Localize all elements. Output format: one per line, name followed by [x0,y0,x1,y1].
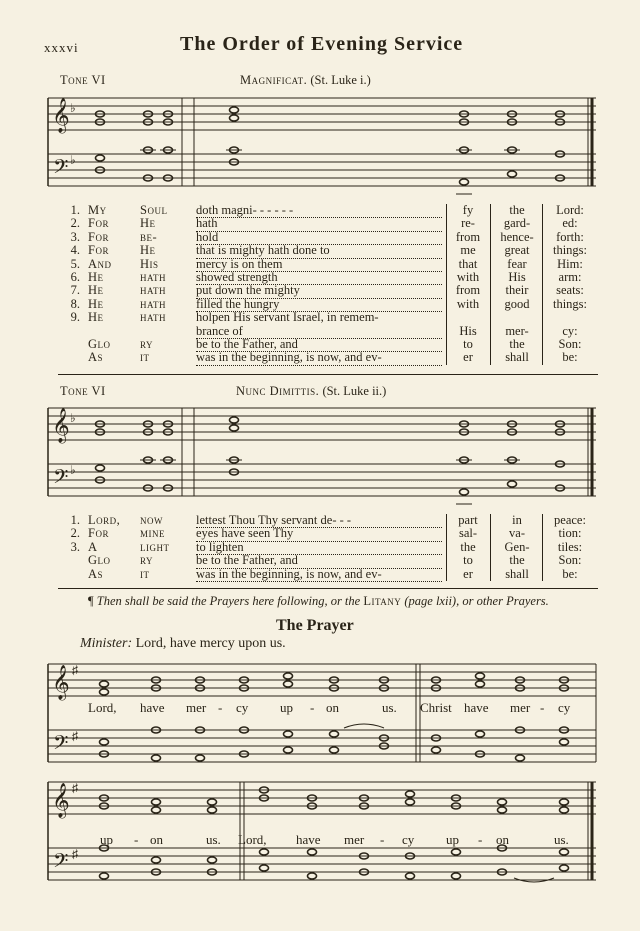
lyric-syllable: - [134,832,139,847]
verse-word-a: He [88,310,104,325]
verse-text: hath [196,217,442,231]
nunc-tone: Tone VI [60,384,106,398]
verse-reciting-1: that [458,256,478,271]
verse-reciting-2: the [509,553,525,568]
svg-text:♯: ♯ [72,663,78,677]
svg-text:♯: ♯ [72,781,78,795]
lyric-syllable: up [446,832,459,847]
verse-word-b: hath [140,296,166,311]
verse-reciting-2: va- [509,526,525,541]
prayer-score-2 [44,774,600,886]
verse-reciting-1: the [460,539,476,554]
verse-number: 2. [70,526,80,541]
verse-word-b: be- [140,229,158,244]
lyric-syllable: cy [558,700,571,715]
verse-word-a: For [88,229,109,244]
verse-text: doth magni- - - - - - [196,204,442,218]
rubric [88,594,549,609]
verse-reciting-1: with [456,296,480,311]
verse-reciting-2: gard- [503,216,531,231]
pilcrow-icon: ¶ [88,594,94,608]
verse-word-a: A [88,539,98,554]
verse-reciting-2: shall [505,566,529,581]
lyric-syllable: Christ [420,700,452,715]
column-divider [542,204,543,365]
verse-reciting-1: er [463,350,473,365]
verse-reciting-3: be: [562,566,578,581]
verse-word-a: He [88,270,104,284]
verse-reciting-3: Him: [557,256,583,271]
verse-text: holpen His servant Israel, in remem- [196,310,379,325]
verse-reciting-3: ed: [562,216,578,231]
lyric-syllable: us. [554,832,569,847]
column-divider [446,204,447,365]
verse-reciting-1: from [455,283,481,298]
verse-word-a: For [88,216,109,231]
svg-text:♭: ♭ [70,153,76,167]
section-divider [58,374,598,375]
nunc-reference: (St. Luke ii.) [322,384,387,398]
magnificat-title-text: Magnificat. [240,73,308,87]
lyric-syllable: mer [344,832,365,847]
verse-number: 9. [70,310,80,325]
svg-text:♭: ♭ [70,463,76,477]
minister-text: Lord, have mercy upon us. [135,636,286,651]
lyric-syllable: - [310,700,315,715]
column-divider [490,204,491,365]
lyric-syllable: have [296,832,321,847]
verse-word-b: ry [140,337,154,351]
verse-reciting-2: the [509,203,525,217]
verse-number: 4. [70,243,80,258]
minister-label: Minister: [80,636,133,651]
verse-reciting-3: Son: [558,337,582,351]
verse-reciting-3: arm: [558,270,582,284]
verse-reciting-3: be: [562,350,578,365]
lyric-syllable: - [380,832,385,847]
svg-text:♯: ♯ [72,729,78,743]
verse-number: 1. [70,513,80,527]
verse-reciting-2: hence- [500,229,534,244]
verse-reciting-3: seats: [556,283,584,298]
verse-reciting-1: fy [462,203,474,217]
lyric-syllable: up [280,700,293,715]
column-divider [490,514,491,581]
lyric-syllable: cy [402,832,415,847]
verse-reciting-1: sal- [458,526,478,541]
verse-text: filled the hungry [196,298,442,312]
verse-reciting-1: with [456,270,480,284]
verse-word-b: hath [140,310,166,325]
verse-number: 3. [70,539,80,554]
verse-reciting-3: things: [552,296,588,311]
lyric-syllable: on [496,832,509,847]
lyric-syllable: cy [236,700,249,715]
verse-reciting-3: tion: [558,526,582,541]
verse-reciting-1: part [458,513,478,527]
verse-word-a: For [88,243,109,258]
lyric-syllable: - [218,700,223,715]
rubric-suffix: or other Prayers. [462,594,549,608]
verse-reciting-2: shall [505,350,529,365]
verse-reciting-2: good [504,296,530,311]
verse-word-b: light [140,539,170,554]
lyric-syllable: on [150,832,163,847]
lyric-syllable: - [540,700,545,715]
verse-reciting-3: Lord: [556,203,584,217]
verse-word-b: now [140,513,163,527]
verse-text: to lighten [196,541,442,555]
verse-reciting-1: re- [461,216,475,231]
verse-word-a: As [88,350,104,365]
verse-text: eyes have seen Thy [196,527,442,541]
nunc-verses [58,514,598,584]
column-divider [446,514,447,581]
verse-word-a: And [88,256,112,271]
verse-word-b: hath [140,283,166,298]
nunc-title-text: Nunc Dimittis. [236,384,320,398]
svg-text:♭: ♭ [70,101,76,115]
lyric-syllable: on [326,700,339,715]
page-number: xxxvi [44,40,79,55]
nunc-score [44,402,600,506]
svg-text:𝄢: 𝄢 [53,157,69,183]
verse-word-a: For [88,526,109,541]
svg-text:♭: ♭ [70,411,76,425]
verse-reciting-1: from [455,229,481,244]
verse-number: 2. [70,216,80,231]
svg-text:♯: ♯ [72,847,78,861]
verse-text: hold [196,231,442,245]
verse-word-a: As [88,566,104,581]
verse-text: was in the beginning, is now, and ev- [196,568,442,582]
verse-word-b: ry [140,553,154,568]
verse-row [58,568,598,582]
svg-text:𝄞: 𝄞 [52,409,70,442]
lyric-syllable: - [478,832,483,847]
verse-reciting-3: things: [552,243,588,258]
verse-reciting-1: to [463,337,473,351]
verse-word-b: hath [140,270,166,284]
verse-reciting-2: His [508,270,526,284]
verse-word-b: He [140,216,156,231]
verse-word-b: His [140,256,159,271]
verse-reciting-2: mer- [505,323,529,338]
lyric-syllable: have [140,700,165,715]
verse-text: mercy is on them [196,258,442,272]
magnificat-title [240,73,371,88]
verse-number: 5. [70,256,80,271]
verse-reciting-3: peace: [554,513,586,527]
lyric-syllable: us. [206,832,221,847]
verse-reciting-3: forth: [556,229,584,244]
lyric-syllable: Lord, [88,700,117,715]
verse-word-b: it [140,350,150,365]
verse-reciting-1: to [463,553,473,568]
verse-reciting-3: tiles: [557,539,583,554]
verse-word-b: mine [140,526,165,541]
lyric-syllable: mer [186,700,207,715]
verse-reciting-2: their [505,283,529,298]
verse-reciting-3: Son: [558,553,582,568]
verse-word-b: He [140,243,156,258]
verse-text: brance of [196,325,442,339]
lyric-syllable: mer [510,700,531,715]
verse-reciting-2: fear [507,256,527,271]
verse-reciting-1: me [460,243,476,258]
lyric-syllable: us. [382,700,397,715]
magnificat-tone: Tone VI [60,73,106,87]
verse-text: put down the mighty [196,284,442,298]
magnificat-score [44,92,600,196]
prayer-title: The Prayer [276,617,354,634]
verse-text: showed strength [196,271,442,285]
rubric-prefix: Then shall be said the Prayers here following, or the [96,594,361,608]
verse-word-a: My [88,203,107,217]
verse-reciting-2: great [504,243,530,258]
svg-text:𝄞: 𝄞 [52,784,70,817]
verse-word-b: it [140,566,150,581]
column-divider [542,514,543,581]
magnificat-verses [58,204,598,368]
minister-line [80,636,286,652]
verse-text: that is mighty hath done to [196,244,442,258]
verse-word-a: Glo [88,337,111,351]
verse-reciting-2: in [512,513,522,527]
verse-reciting-2: Gen- [504,539,530,554]
verse-word-a: He [88,283,104,298]
lyric-syllable: up [100,832,113,847]
svg-text:𝄢: 𝄢 [53,851,69,877]
verse-reciting-2: the [509,337,525,351]
verse-text: lettest Thou Thy servant de- - - [196,514,442,528]
verse-number: 7. [70,283,80,298]
lyric-syllable: Lord, [238,832,267,847]
verse-reciting-1: er [463,566,473,581]
verse-number: 3. [70,229,80,244]
page-title: The Order of Evening Service [180,33,464,55]
verse-number: 1. [70,203,80,217]
svg-text:𝄢: 𝄢 [53,733,69,759]
verse-reciting-3: cy: [562,323,578,338]
rubric-page-ref: (page lxii), [404,594,460,608]
verse-word-b: Soul [140,203,168,217]
verse-number: 6. [70,270,80,284]
verse-row [58,351,598,365]
verse-word-a: Glo [88,553,111,568]
svg-text:𝄞: 𝄞 [52,666,70,699]
magnificat-reference: (St. Luke i.) [310,73,371,87]
verse-reciting-1: His [459,323,477,338]
section-divider [58,588,598,589]
verse-word-a: Lord, [88,513,121,527]
verse-number: 8. [70,296,80,311]
verse-text: was in the beginning, is now, and ev- [196,351,442,365]
lyric-syllable: have [464,700,489,715]
nunc-title [236,384,386,399]
verse-text: be to the Father, and [196,338,442,352]
verse-text: be to the Father, and [196,554,442,568]
rubric-litany: Litany [363,594,402,608]
verse-word-a: He [88,296,104,311]
svg-text:𝄞: 𝄞 [52,99,70,132]
svg-text:𝄢: 𝄢 [53,467,69,493]
